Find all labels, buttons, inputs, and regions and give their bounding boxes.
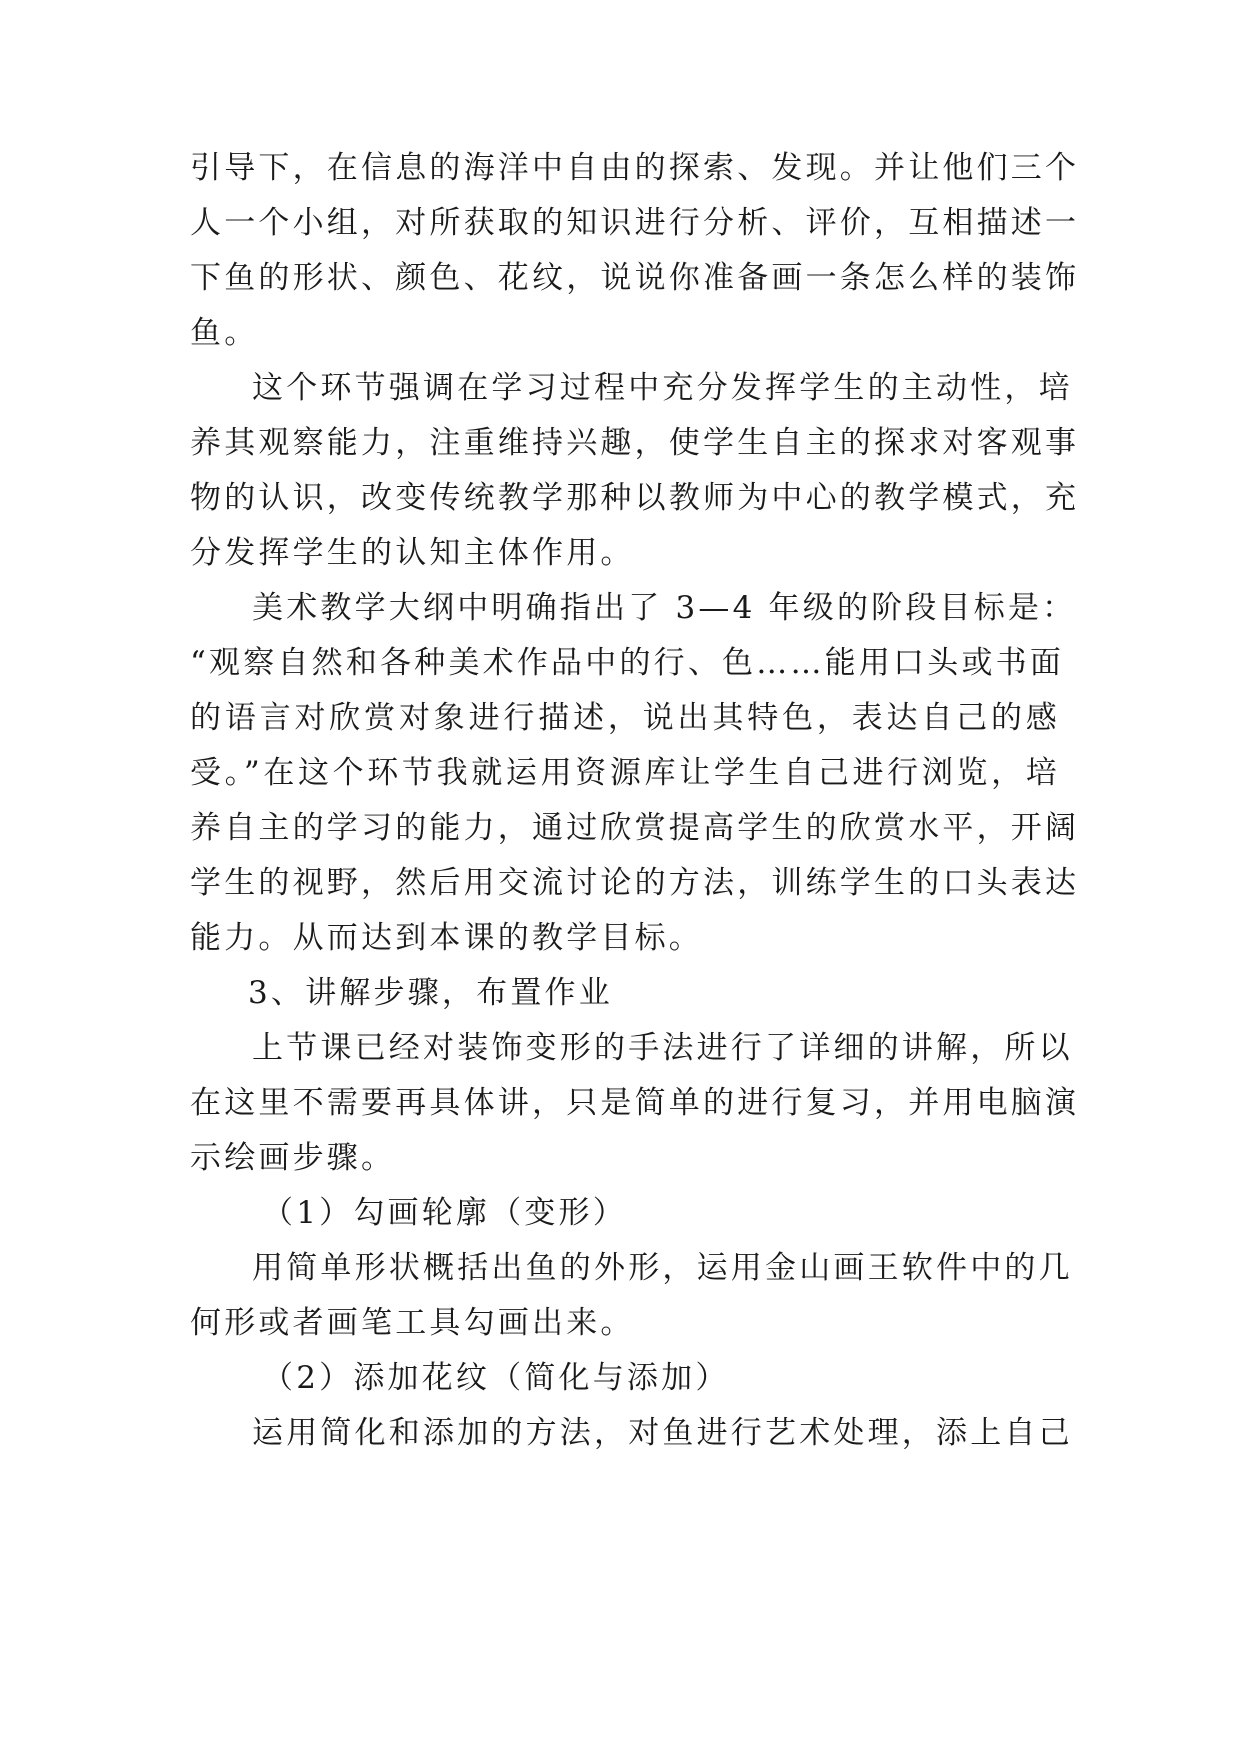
step-heading: （1）勾画轮廓（变形） xyxy=(262,1195,627,1231)
section-heading: 3、讲解步骤，布置作业 xyxy=(248,975,613,1011)
paragraph-first-line: 上节课已经对装饰变形的手法进行了详细的讲解，所以 xyxy=(252,1030,1073,1066)
text-line: 在这里不需要再具体讲，只是简单的进行复习，并用电脑演 xyxy=(190,1085,1080,1121)
text-line: 能力。从而达到本课的教学目标。 xyxy=(190,920,703,956)
paragraph-first-line: 美术教学大纲中明确指出了 3—4 年级的阶段目标是： xyxy=(252,590,1077,626)
paragraph-first-line: 这个环节强调在学习过程中充分发挥学生的主动性，培 xyxy=(252,370,1073,406)
text-line: 养其观察能力，注重维持兴趣，使学生自主的探求对客观事 xyxy=(190,425,1080,461)
text-line: 人一个小组，对所获取的知识进行分析、评价，互相描述一 xyxy=(190,205,1080,241)
text-line: “观察自然和各种美术作品中的行、色……能用口头或书面 xyxy=(190,645,1065,681)
paragraph-first-line: 运用简化和添加的方法，对鱼进行艺术处理，添上自己 xyxy=(252,1415,1073,1451)
text-line: 的语言对欣赏对象进行描述，说出其特色，表达自己的感 xyxy=(190,700,1060,736)
text-line: 物的认识，改变传统教学那种以教师为中心的教学模式，充 xyxy=(190,480,1080,516)
text-line: 引导下，在信息的海洋中自由的探索、发现。并让他们三个 xyxy=(190,150,1080,186)
text-line: 分发挥学生的认知主体作用。 xyxy=(190,535,635,571)
text-line: 鱼。 xyxy=(190,315,259,351)
text-line: 示绘画步骤。 xyxy=(190,1140,396,1176)
text-line: 学生的视野，然后用交流讨论的方法，训练学生的口头表达 xyxy=(190,865,1080,901)
text-line: 何形或者画笔工具勾画出来。 xyxy=(190,1305,635,1341)
text-line: 养自主的学习的能力，通过欣赏提高学生的欣赏水平，开阔 xyxy=(190,810,1080,846)
text-line: 受。”在这个环节我就运用资源库让学生自己进行浏览，培 xyxy=(190,755,1060,791)
paragraph-first-line: 用简单形状概括出鱼的外形，运用金山画王软件中的几 xyxy=(252,1250,1073,1286)
text-line: 下鱼的形状、颜色、花纹，说说你准备画一条怎么样的装饰 xyxy=(190,260,1080,296)
step-heading: （2）添加花纹（简化与添加） xyxy=(262,1360,730,1396)
